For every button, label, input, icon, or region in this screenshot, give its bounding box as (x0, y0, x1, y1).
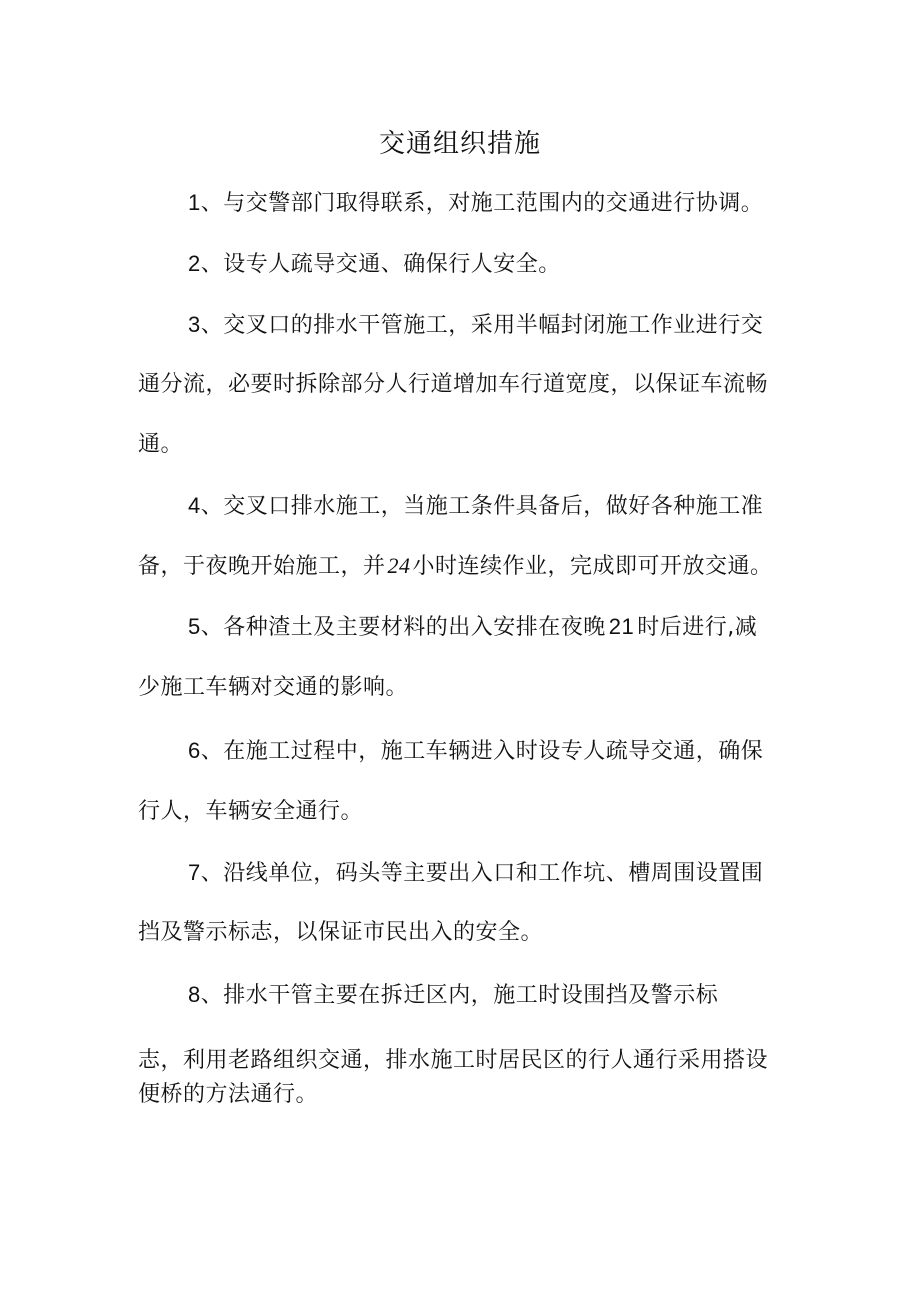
item-5-time-number: 21 (608, 614, 635, 639)
item-1-number: 1 (188, 190, 201, 215)
document-title: 交通组织措施 (378, 129, 541, 159)
item-3-line-2: 通分流，必要时拆除部分人行道增加车行道宽度，以保证车流畅 (138, 372, 769, 397)
item-8-line-1 (188, 980, 718, 1011)
item-4-line-1 (188, 491, 763, 522)
item-6-text: 、在施工过程中，施工车辆进入时设专人疏导交通，确保 (200, 739, 764, 764)
item-4-line-2 (138, 551, 773, 582)
item-6-line-2: 行人，车辆安全通行。 (138, 799, 364, 824)
item-7-number: 7 (188, 860, 201, 885)
item-4-line-2-a: 备，于夜晚开始施工，并 (138, 554, 386, 579)
item-5-line-1-a: 、各种渣土及主要材料的出入安排在夜晚 (200, 615, 606, 640)
item-6-line-1 (188, 736, 763, 767)
item-5-number: 5 (188, 614, 201, 639)
item-4-line-2-b: 小时连续作业，完成即可开放交通。 (412, 554, 773, 579)
item-1-line-1 (188, 188, 763, 219)
item-3-text: 、交叉口的排水干管施工，采用半幅封闭施工作业进行交 (200, 313, 764, 338)
item-7-line-1 (188, 858, 763, 889)
item-4-number: 4 (188, 493, 201, 518)
item-5-line-2: 少施工车辆对交通的影响。 (138, 675, 409, 700)
item-2-line-1 (188, 249, 561, 280)
item-2-number: 2 (188, 251, 201, 276)
item-3-number: 3 (188, 312, 201, 337)
item-6-number: 6 (188, 738, 201, 763)
item-5-line-1-b: 时后进行,减 (637, 615, 758, 640)
item-3-line-1 (188, 310, 763, 341)
item-8-text: 、排水干管主要在拆迁区内，施工时设围挡及警示标 (200, 983, 719, 1008)
item-3-line-3: 通。 (138, 432, 184, 457)
item-1-text: 、与交警部门取得联系，对施工范围内的交通进行协调。 (200, 191, 764, 216)
item-7-line-2: 挡及警示标志，以保证市民出入的安全。 (138, 920, 544, 945)
item-8-number: 8 (188, 982, 201, 1007)
item-4-text: 、交叉口排水施工，当施工条件具备后，做好各种施工准 (200, 494, 764, 519)
item-2-text: 、设专人疏导交通、确保行人安全。 (200, 252, 561, 277)
item-8-line-3: 便桥的方法通行。 (138, 1082, 319, 1107)
item-4-hours-number: 24 (387, 553, 411, 578)
item-7-text: 、沿线单位，码头等主要出入口和工作坑、槽周围设置围 (200, 861, 764, 886)
item-8-line-2: 志，利用老路组织交通，排水施工时居民区的行人通行采用搭设 (138, 1048, 769, 1073)
item-5-line-1 (188, 612, 757, 643)
